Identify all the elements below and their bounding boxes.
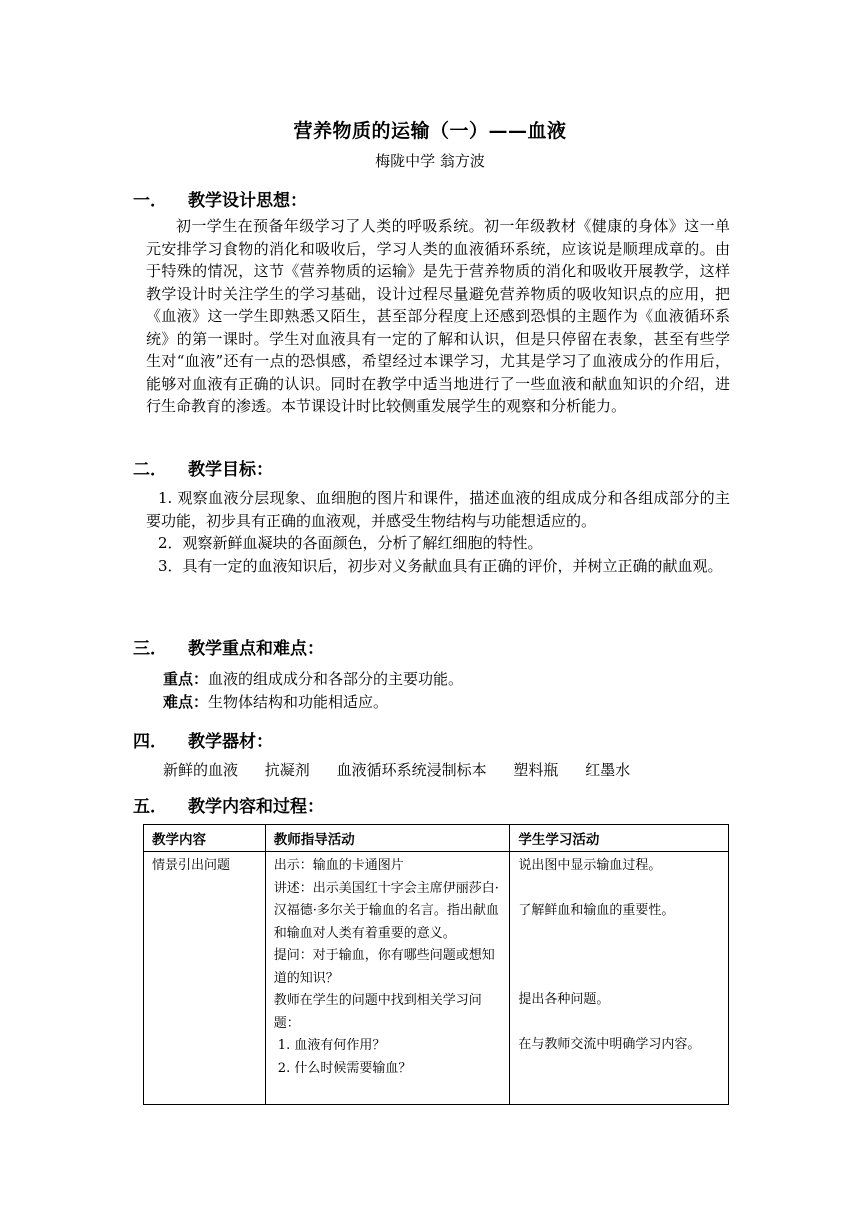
header-teacher: 教师指导活动 xyxy=(265,825,510,852)
cell-teacher: 出示：输血的卡通图片 讲述：出示美国红十字会主席伊丽莎白·汉福德·多尔关于输血的名言。指出献血和输血对人类有着重要的意义。 提问：对于输血，你有哪些问题或想知道的知识？ 教师在学生的问题中找到相关学习问题： 1. 血液有何作用？ 2. 什么时候需要输血？ xyxy=(265,852,510,1105)
document-title: 营养物质的运输（一）——血液 xyxy=(293,120,567,142)
cell-content: 情景引出问题 xyxy=(144,852,266,1105)
equipment-item: 塑料瓶 xyxy=(513,761,559,779)
equipment-item: 抗凝剂 xyxy=(264,761,310,779)
objective-item: 3．具有一定的血液知识后，初步对义务献血具有正确的评价，并树立正确的献血观。 xyxy=(158,556,723,575)
objective-item: 2．观察新鲜血凝块的各面颜色，分析了解红细胞的特性。 xyxy=(158,534,543,552)
equipment-item: 红墨水 xyxy=(585,761,631,779)
equipment-list xyxy=(163,759,652,780)
design-paragraph: 初一学生在预备年级学习了人类的呼吸系统。初一年级教材《健康的身体》这一单元安排学习食物的消化和吸收后，学习人类的血液循环系统，应该说是顺理成章的。由于特殊的情况，这节《营养物质的运输》是先于营养物质的消化和吸收开展教学，这样教学设计时关注学生的学习基础，设计过程尽量避免营养物质的吸收知识点的应用，把《血液》这一学生即熟悉又陌生，甚至部分程度上还感到恐惧的主题作为《血液循环系统》的第一课时。学生对血液具有一定的了解和认识，但是只停留在表象，甚至有些学生对“血液”还有一点的恐惧感，希望经过本课学习，尤其是学习了血液成分的作用后，能够对血液有正确的认识。同时在教学中适当地进行了一些血液和献血知识的介绍，进行生命教育的渗透。本节课设计时比较侧重发展学生的观察和分析能力。 xyxy=(146,217,730,415)
lesson-table xyxy=(143,824,729,1105)
cell-student: 说出图中显示输血过程。 了解鲜血和输血的重要性。 提出各种问题。 在与教师交流中明确学习内容。 xyxy=(510,852,729,1105)
section-heading-equipment: 四． 教学器材： xyxy=(133,732,273,752)
key-point-line: 重点：血液的组成成分和各部分的主要功能。 xyxy=(163,670,464,688)
header-student: 学生学习活动 xyxy=(510,825,729,852)
author-line: 梅陇中学 翁方波 xyxy=(375,152,485,170)
header-content: 教学内容 xyxy=(144,825,266,852)
equipment-item: 血液循环系统浸制标本 xyxy=(336,761,487,779)
table-row xyxy=(144,852,729,1105)
objective-item: 1. 观察血液分层现象、血细胞的图片和课件，描述血液的组成成分和各组成部分的主要功能，初步具有正确的血液观，并感受生物结构与功能想适应的。 xyxy=(146,489,730,530)
section-heading-design: 一． 教学设计思想： xyxy=(133,191,307,211)
objectives-list xyxy=(146,487,730,577)
section-heading-key-points: 三． 教学重点和难点： xyxy=(133,639,324,659)
difficulty-line: 难点：生物体结构和功能相适应。 xyxy=(163,693,389,711)
section-heading-objectives: 二． 教学目标： xyxy=(133,460,273,480)
table-header-row xyxy=(144,825,729,852)
section-heading-process: 五． 教学内容和过程： xyxy=(133,797,324,817)
equipment-item: 新鲜的血液 xyxy=(163,761,239,779)
